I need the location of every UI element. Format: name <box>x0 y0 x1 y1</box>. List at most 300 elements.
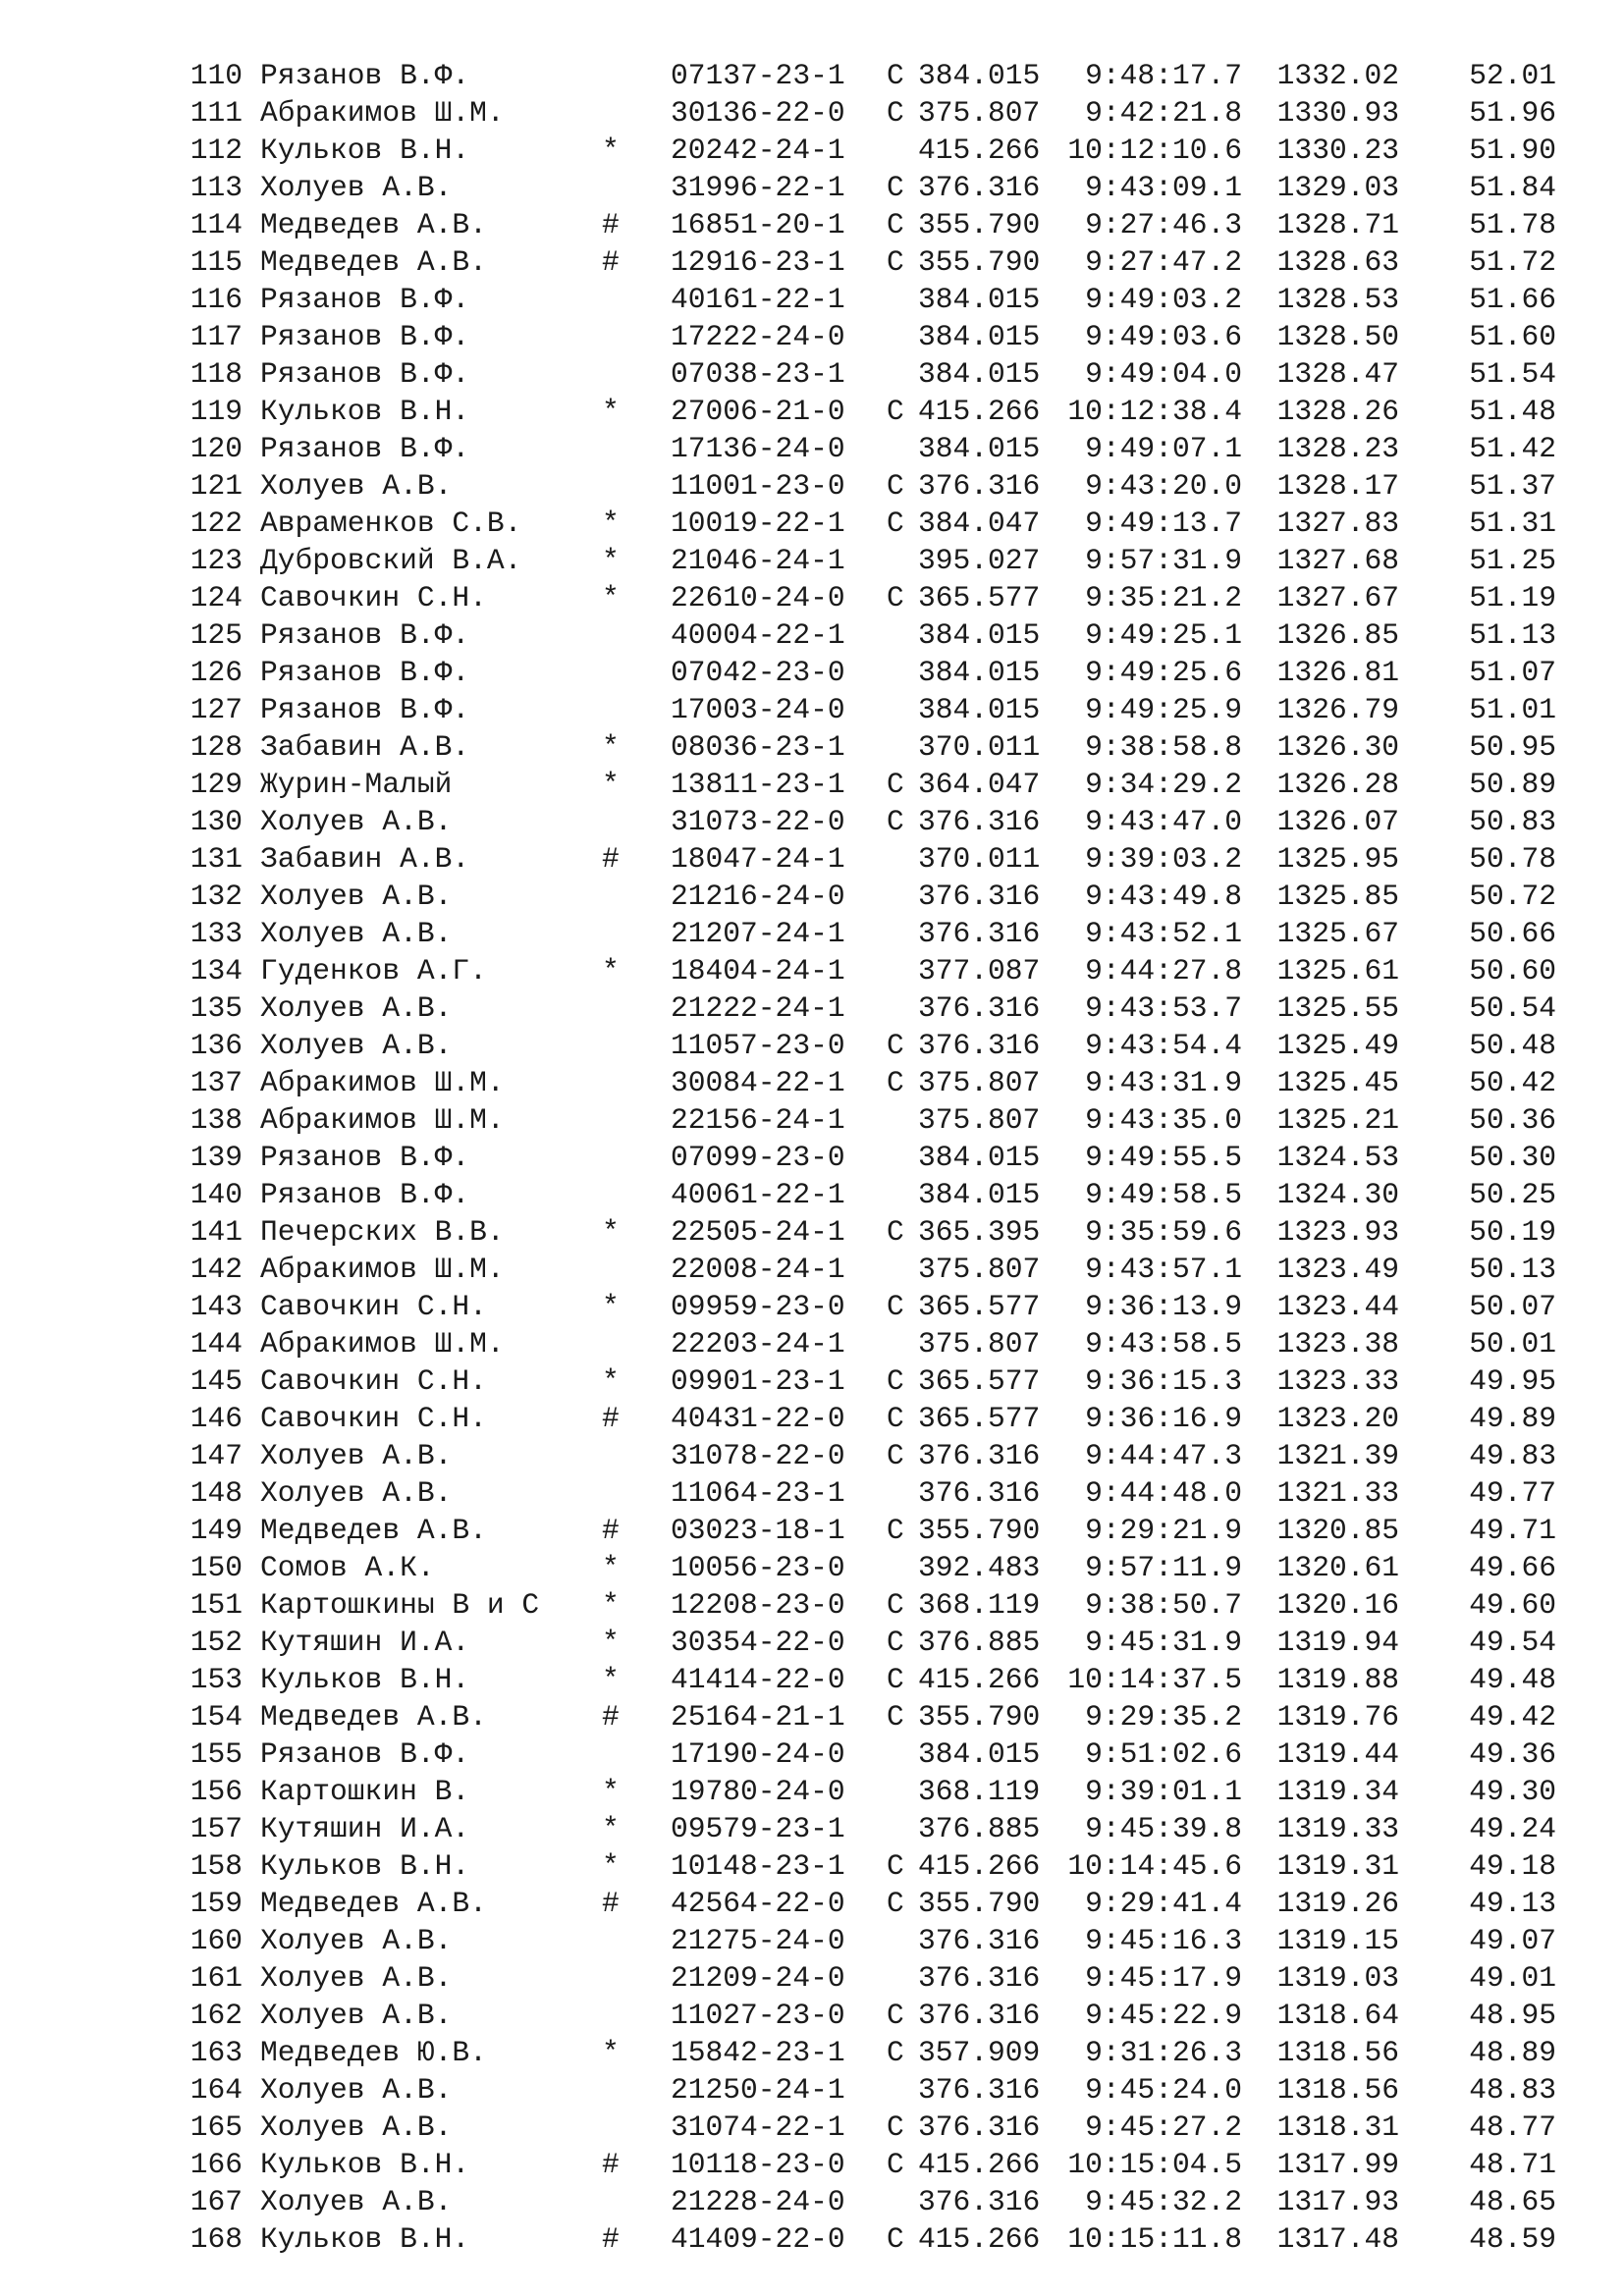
class-cell: С <box>887 1887 904 1920</box>
place-cell: 110 <box>189 59 243 92</box>
time-cell: 9:43:53.7 <box>1085 991 1242 1025</box>
time-cell: 9:35:59.6 <box>1085 1215 1242 1249</box>
distance-cell: 368.119 <box>918 1588 1041 1622</box>
distance-cell: 376.316 <box>918 1029 1041 1062</box>
name-cell: Рязанов В.Ф. <box>260 320 470 353</box>
mark-cell: * <box>602 544 620 577</box>
name-cell: Кульков В.Н. <box>260 2222 470 2256</box>
name-cell: Кутяшин И.А. <box>260 1626 470 1659</box>
table-row <box>172 1922 1556 1959</box>
mark-cell: * <box>602 1551 620 1584</box>
speed-cell: 1325.95 <box>1276 842 1399 876</box>
table-row <box>172 355 1556 393</box>
points-cell: 50.78 <box>1469 842 1556 876</box>
ring-number-cell: 12208-23-0 <box>671 1588 845 1622</box>
ring-number-cell: 18047-24-1 <box>671 842 845 876</box>
class-cell: С <box>887 1029 904 1062</box>
mark-cell: * <box>602 395 620 428</box>
class-cell: С <box>887 1215 904 1249</box>
distance-cell: 376.885 <box>918 1626 1041 1659</box>
table-row <box>172 1549 1556 1586</box>
time-cell: 9:35:21.2 <box>1085 581 1242 614</box>
place-cell: 127 <box>189 693 243 726</box>
place-cell: 115 <box>189 245 243 279</box>
table-row <box>172 1698 1556 1735</box>
ring-number-cell: 31996-22-1 <box>671 171 845 204</box>
ring-number-cell: 10056-23-0 <box>671 1551 845 1584</box>
time-cell: 9:44:48.0 <box>1085 1476 1242 1510</box>
ring-number-cell: 09959-23-0 <box>671 1290 845 1323</box>
ring-number-cell: 30084-22-1 <box>671 1066 845 1099</box>
time-cell: 10:12:10.6 <box>1067 133 1242 167</box>
class-cell: С <box>887 2148 904 2181</box>
speed-cell: 1328.71 <box>1276 208 1399 241</box>
time-cell: 9:36:13.9 <box>1085 1290 1242 1323</box>
mark-cell: * <box>602 133 620 167</box>
place-cell: 151 <box>189 1588 243 1622</box>
time-cell: 9:29:21.9 <box>1085 1514 1242 1547</box>
name-cell: Холуев А.В. <box>260 2185 453 2218</box>
name-cell: Рязанов В.Ф. <box>260 656 470 689</box>
speed-cell: 1327.68 <box>1276 544 1399 577</box>
points-cell: 51.96 <box>1469 96 1556 130</box>
time-cell: 9:43:49.8 <box>1085 880 1242 913</box>
place-cell: 112 <box>189 133 243 167</box>
mark-cell: * <box>602 1588 620 1622</box>
speed-cell: 1318.56 <box>1276 2073 1399 2107</box>
name-cell: Холуев А.В. <box>260 1439 453 1472</box>
distance-cell: 376.316 <box>918 880 1041 913</box>
name-cell: Холуев А.В. <box>260 2073 453 2107</box>
points-cell: 50.07 <box>1469 1290 1556 1323</box>
name-cell: Дубровский В.А. <box>260 544 522 577</box>
distance-cell: 376.316 <box>918 805 1041 838</box>
place-cell: 119 <box>189 395 243 428</box>
distance-cell: 384.015 <box>918 283 1041 316</box>
place-cell: 168 <box>189 2222 243 2256</box>
speed-cell: 1318.31 <box>1276 2110 1399 2144</box>
time-cell: 9:42:21.8 <box>1085 96 1242 130</box>
class-cell: С <box>887 2110 904 2144</box>
points-cell: 49.77 <box>1469 1476 1556 1510</box>
ring-number-cell: 25164-21-1 <box>671 1700 845 1734</box>
speed-cell: 1323.49 <box>1276 1253 1399 1286</box>
ring-number-cell: 07137-23-1 <box>671 59 845 92</box>
distance-cell: 384.015 <box>918 1141 1041 1174</box>
distance-cell: 375.807 <box>918 1103 1041 1137</box>
place-cell: 128 <box>189 730 243 764</box>
time-cell: 9:43:20.0 <box>1085 469 1242 503</box>
class-cell: С <box>887 208 904 241</box>
time-cell: 9:45:27.2 <box>1085 2110 1242 2144</box>
results-table <box>172 57 1556 2258</box>
name-cell: Гуденков А.Г. <box>260 954 487 988</box>
speed-cell: 1320.16 <box>1276 1588 1399 1622</box>
ring-number-cell: 41409-22-0 <box>671 2222 845 2256</box>
place-cell: 149 <box>189 1514 243 1547</box>
mark-cell: * <box>602 768 620 801</box>
table-row <box>172 1251 1556 1288</box>
ring-number-cell: 10019-22-1 <box>671 507 845 540</box>
speed-cell: 1325.21 <box>1276 1103 1399 1137</box>
speed-cell: 1319.03 <box>1276 1961 1399 1995</box>
place-cell: 162 <box>189 1999 243 2032</box>
time-cell: 9:27:47.2 <box>1085 245 1242 279</box>
ring-number-cell: 11064-23-1 <box>671 1476 845 1510</box>
name-cell: Рязанов В.Ф. <box>260 357 470 391</box>
place-cell: 147 <box>189 1439 243 1472</box>
points-cell: 51.72 <box>1469 245 1556 279</box>
distance-cell: 355.790 <box>918 245 1041 279</box>
time-cell: 9:49:25.9 <box>1085 693 1242 726</box>
points-cell: 49.18 <box>1469 1849 1556 1883</box>
table-row <box>172 1847 1556 1885</box>
place-cell: 157 <box>189 1812 243 1845</box>
class-cell: С <box>887 1439 904 1472</box>
place-cell: 137 <box>189 1066 243 1099</box>
table-row <box>172 467 1556 505</box>
points-cell: 51.42 <box>1469 432 1556 465</box>
time-cell: 10:12:38.4 <box>1067 395 1242 428</box>
ring-number-cell: 11057-23-0 <box>671 1029 845 1062</box>
class-cell: С <box>887 469 904 503</box>
points-cell: 49.24 <box>1469 1812 1556 1845</box>
speed-cell: 1320.85 <box>1276 1514 1399 1547</box>
points-cell: 50.42 <box>1469 1066 1556 1099</box>
points-cell: 49.07 <box>1469 1924 1556 1957</box>
time-cell: 10:14:37.5 <box>1067 1663 1242 1696</box>
mark-cell: * <box>602 1626 620 1659</box>
distance-cell: 375.807 <box>918 1066 1041 1099</box>
ring-number-cell: 11027-23-0 <box>671 1999 845 2032</box>
name-cell: Медведев А.В. <box>260 208 487 241</box>
place-cell: 160 <box>189 1924 243 1957</box>
ring-number-cell: 20242-24-1 <box>671 133 845 167</box>
distance-cell: 395.027 <box>918 544 1041 577</box>
ring-number-cell: 03023-18-1 <box>671 1514 845 1547</box>
time-cell: 9:48:17.7 <box>1085 59 1242 92</box>
points-cell: 49.71 <box>1469 1514 1556 1547</box>
distance-cell: 355.790 <box>918 1514 1041 1547</box>
points-cell: 49.66 <box>1469 1551 1556 1584</box>
mark-cell: * <box>602 507 620 540</box>
speed-cell: 1323.44 <box>1276 1290 1399 1323</box>
speed-cell: 1325.55 <box>1276 991 1399 1025</box>
ring-number-cell: 42564-22-0 <box>671 1887 845 1920</box>
name-cell: Медведев А.В. <box>260 1514 487 1547</box>
points-cell: 50.95 <box>1469 730 1556 764</box>
distance-cell: 376.316 <box>918 1999 1041 2032</box>
class-cell: С <box>887 2222 904 2256</box>
mark-cell: * <box>602 1663 620 1696</box>
distance-cell: 384.015 <box>918 1737 1041 1771</box>
speed-cell: 1328.63 <box>1276 245 1399 279</box>
distance-cell: 365.577 <box>918 1402 1041 1435</box>
speed-cell: 1319.94 <box>1276 1626 1399 1659</box>
name-cell: Холуев А.В. <box>260 1999 453 2032</box>
table-row <box>172 728 1556 766</box>
table-row <box>172 915 1556 952</box>
ring-number-cell: 31074-22-1 <box>671 2110 845 2144</box>
time-cell: 10:15:04.5 <box>1067 2148 1242 2181</box>
points-cell: 49.36 <box>1469 1737 1556 1771</box>
class-cell: С <box>887 2036 904 2069</box>
mark-cell: * <box>602 1290 620 1323</box>
class-cell: С <box>887 59 904 92</box>
table-row <box>172 2109 1556 2146</box>
ring-number-cell: 16851-20-1 <box>671 208 845 241</box>
place-cell: 123 <box>189 544 243 577</box>
points-cell: 50.13 <box>1469 1253 1556 1286</box>
table-row <box>172 1885 1556 1922</box>
points-cell: 50.01 <box>1469 1327 1556 1361</box>
class-cell: С <box>887 805 904 838</box>
speed-cell: 1319.34 <box>1276 1775 1399 1808</box>
distance-cell: 364.047 <box>918 768 1041 801</box>
mark-cell: * <box>602 1812 620 1845</box>
speed-cell: 1319.26 <box>1276 1887 1399 1920</box>
class-cell: С <box>887 768 904 801</box>
table-row <box>172 1997 1556 2034</box>
place-cell: 125 <box>189 618 243 652</box>
name-cell: Кутяшин И.А. <box>260 1812 470 1845</box>
table-row <box>172 1101 1556 1139</box>
mark-cell: * <box>602 1215 620 1249</box>
time-cell: 9:36:15.3 <box>1085 1364 1242 1398</box>
name-cell: Рязанов В.Ф. <box>260 693 470 726</box>
ring-number-cell: 12916-23-1 <box>671 245 845 279</box>
distance-cell: 384.015 <box>918 1178 1041 1211</box>
speed-cell: 1326.79 <box>1276 693 1399 726</box>
place-cell: 132 <box>189 880 243 913</box>
points-cell: 48.83 <box>1469 2073 1556 2107</box>
time-cell: 9:49:03.2 <box>1085 283 1242 316</box>
name-cell: Печерских В.В. <box>260 1215 505 1249</box>
name-cell: Медведев А.В. <box>260 245 487 279</box>
place-cell: 150 <box>189 1551 243 1584</box>
points-cell: 51.13 <box>1469 618 1556 652</box>
points-cell: 51.90 <box>1469 133 1556 167</box>
points-cell: 51.19 <box>1469 581 1556 614</box>
place-cell: 140 <box>189 1178 243 1211</box>
time-cell: 9:45:39.8 <box>1085 1812 1242 1845</box>
distance-cell: 384.015 <box>918 357 1041 391</box>
place-cell: 153 <box>189 1663 243 1696</box>
distance-cell: 415.266 <box>918 395 1041 428</box>
ring-number-cell: 21207-24-1 <box>671 917 845 950</box>
class-cell: С <box>887 96 904 130</box>
points-cell: 49.95 <box>1469 1364 1556 1398</box>
points-cell: 48.95 <box>1469 1999 1556 2032</box>
mark-cell: # <box>602 1514 620 1547</box>
distance-cell: 376.316 <box>918 991 1041 1025</box>
mark-cell: # <box>602 1700 620 1734</box>
points-cell: 49.13 <box>1469 1887 1556 1920</box>
table-row <box>172 132 1556 169</box>
time-cell: 9:49:03.6 <box>1085 320 1242 353</box>
speed-cell: 1320.61 <box>1276 1551 1399 1584</box>
place-cell: 166 <box>189 2148 243 2181</box>
points-cell: 49.30 <box>1469 1775 1556 1808</box>
name-cell: Холуев А.В. <box>260 1961 453 1995</box>
speed-cell: 1325.49 <box>1276 1029 1399 1062</box>
distance-cell: 384.015 <box>918 320 1041 353</box>
table-row <box>172 989 1556 1027</box>
time-cell: 9:43:35.0 <box>1085 1103 1242 1137</box>
distance-cell: 375.807 <box>918 1327 1041 1361</box>
table-row <box>172 840 1556 878</box>
table-row <box>172 57 1556 94</box>
place-cell: 158 <box>189 1849 243 1883</box>
points-cell: 51.25 <box>1469 544 1556 577</box>
speed-cell: 1319.15 <box>1276 1924 1399 1957</box>
place-cell: 152 <box>189 1626 243 1659</box>
place-cell: 154 <box>189 1700 243 1734</box>
class-cell: С <box>887 1364 904 1398</box>
ring-number-cell: 40061-22-1 <box>671 1178 845 1211</box>
distance-cell: 355.790 <box>918 1700 1041 1734</box>
table-row <box>172 505 1556 542</box>
place-cell: 155 <box>189 1737 243 1771</box>
table-row <box>172 1213 1556 1251</box>
place-cell: 156 <box>189 1775 243 1808</box>
table-row <box>172 1624 1556 1661</box>
ring-number-cell: 41414-22-0 <box>671 1663 845 1696</box>
table-row <box>172 1586 1556 1624</box>
points-cell: 48.71 <box>1469 2148 1556 2181</box>
speed-cell: 1329.03 <box>1276 171 1399 204</box>
speed-cell: 1328.47 <box>1276 357 1399 391</box>
table-row <box>172 1176 1556 1213</box>
class-cell: С <box>887 1700 904 1734</box>
table-row <box>172 281 1556 318</box>
distance-cell: 365.577 <box>918 1290 1041 1323</box>
name-cell: Медведев А.В. <box>260 1887 487 1920</box>
ring-number-cell: 21046-24-1 <box>671 544 845 577</box>
distance-cell: 415.266 <box>918 1849 1041 1883</box>
distance-cell: 384.015 <box>918 59 1041 92</box>
ring-number-cell: 40161-22-1 <box>671 283 845 316</box>
speed-cell: 1317.99 <box>1276 2148 1399 2181</box>
distance-cell: 375.807 <box>918 96 1041 130</box>
speed-cell: 1319.88 <box>1276 1663 1399 1696</box>
time-cell: 9:49:58.5 <box>1085 1178 1242 1211</box>
place-cell: 135 <box>189 991 243 1025</box>
points-cell: 51.66 <box>1469 283 1556 316</box>
place-cell: 114 <box>189 208 243 241</box>
distance-cell: 415.266 <box>918 1663 1041 1696</box>
place-cell: 129 <box>189 768 243 801</box>
time-cell: 9:34:29.2 <box>1085 768 1242 801</box>
time-cell: 10:15:11.8 <box>1067 2222 1242 2256</box>
name-cell: Холуев А.В. <box>260 171 453 204</box>
time-cell: 9:49:55.5 <box>1085 1141 1242 1174</box>
place-cell: 138 <box>189 1103 243 1137</box>
speed-cell: 1326.07 <box>1276 805 1399 838</box>
speed-cell: 1325.45 <box>1276 1066 1399 1099</box>
points-cell: 50.72 <box>1469 880 1556 913</box>
time-cell: 9:57:31.9 <box>1085 544 1242 577</box>
table-row <box>172 542 1556 579</box>
time-cell: 9:45:17.9 <box>1085 1961 1242 1995</box>
speed-cell: 1317.48 <box>1276 2222 1399 2256</box>
distance-cell: 384.015 <box>918 618 1041 652</box>
time-cell: 9:51:02.6 <box>1085 1737 1242 1771</box>
mark-cell: * <box>602 1849 620 1883</box>
distance-cell: 376.316 <box>918 469 1041 503</box>
time-cell: 9:45:31.9 <box>1085 1626 1242 1659</box>
speed-cell: 1318.56 <box>1276 2036 1399 2069</box>
distance-cell: 355.790 <box>918 208 1041 241</box>
speed-cell: 1325.85 <box>1276 880 1399 913</box>
points-cell: 50.48 <box>1469 1029 1556 1062</box>
distance-cell: 355.790 <box>918 1887 1041 1920</box>
speed-cell: 1319.33 <box>1276 1812 1399 1845</box>
name-cell: Кульков В.Н. <box>260 133 470 167</box>
points-cell: 51.48 <box>1469 395 1556 428</box>
speed-cell: 1327.67 <box>1276 581 1399 614</box>
speed-cell: 1326.81 <box>1276 656 1399 689</box>
distance-cell: 365.395 <box>918 1215 1041 1249</box>
mark-cell: # <box>602 842 620 876</box>
distance-cell: 376.316 <box>918 1961 1041 1995</box>
speed-cell: 1323.93 <box>1276 1215 1399 1249</box>
time-cell: 9:57:11.9 <box>1085 1551 1242 1584</box>
name-cell: Абракимов Ш.М. <box>260 1253 505 1286</box>
distance-cell: 365.577 <box>918 581 1041 614</box>
name-cell: Холуев А.В. <box>260 1924 453 1957</box>
points-cell: 50.83 <box>1469 805 1556 838</box>
speed-cell: 1319.44 <box>1276 1737 1399 1771</box>
points-cell: 51.78 <box>1469 208 1556 241</box>
mark-cell: * <box>602 2036 620 2069</box>
table-row <box>172 1512 1556 1549</box>
mark-cell: # <box>602 1887 620 1920</box>
time-cell: 9:43:52.1 <box>1085 917 1242 950</box>
speed-cell: 1328.53 <box>1276 283 1399 316</box>
table-row <box>172 2034 1556 2071</box>
distance-cell: 365.577 <box>918 1364 1041 1398</box>
name-cell: Холуев А.В. <box>260 1476 453 1510</box>
place-cell: 134 <box>189 954 243 988</box>
table-row <box>172 2146 1556 2183</box>
name-cell: Холуев А.В. <box>260 2110 453 2144</box>
name-cell: Забавин А.В. <box>260 730 470 764</box>
ring-number-cell: 31078-22-0 <box>671 1439 845 1472</box>
speed-cell: 1323.20 <box>1276 1402 1399 1435</box>
name-cell: Рязанов В.Ф. <box>260 283 470 316</box>
place-cell: 143 <box>189 1290 243 1323</box>
name-cell: Абракимов Ш.М. <box>260 1327 505 1361</box>
mark-cell: # <box>602 1402 620 1435</box>
name-cell: Кульков В.Н. <box>260 2148 470 2181</box>
ring-number-cell: 22505-24-1 <box>671 1215 845 1249</box>
class-cell: С <box>887 245 904 279</box>
place-cell: 141 <box>189 1215 243 1249</box>
name-cell: Забавин А.В. <box>260 842 470 876</box>
class-cell: С <box>887 1402 904 1435</box>
time-cell: 9:43:09.1 <box>1085 171 1242 204</box>
place-cell: 165 <box>189 2110 243 2144</box>
ring-number-cell: 15842-23-1 <box>671 2036 845 2069</box>
table-row <box>172 1773 1556 1810</box>
ring-number-cell: 08036-23-1 <box>671 730 845 764</box>
points-cell: 49.83 <box>1469 1439 1556 1472</box>
class-cell: С <box>887 395 904 428</box>
time-cell: 9:43:58.5 <box>1085 1327 1242 1361</box>
mark-cell: * <box>602 1775 620 1808</box>
speed-cell: 1323.38 <box>1276 1327 1399 1361</box>
